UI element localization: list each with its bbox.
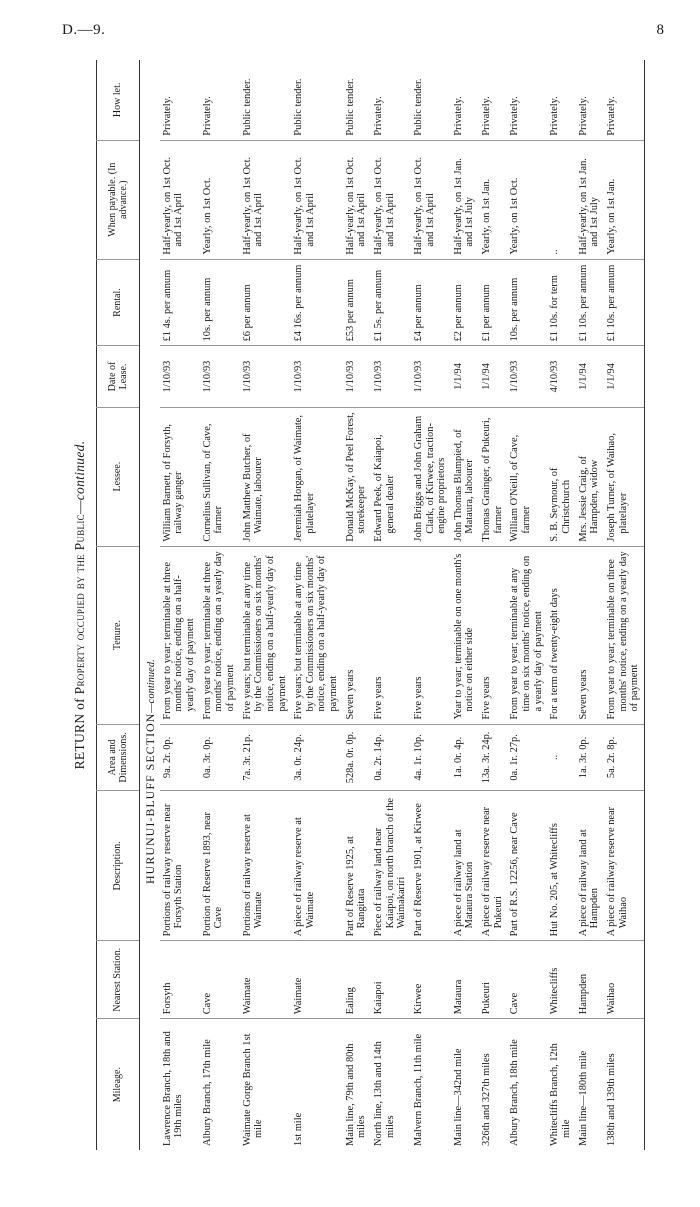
station-cell: Cave [200, 941, 240, 1019]
how-let-cell: Privately. [577, 96, 589, 136]
mileage-cell: 138th and 139th miles [604, 1019, 644, 1150]
area-cell: 0a. 2r. 14p. [371, 724, 411, 791]
rental-cell: £1 per annum [479, 259, 507, 346]
description-cell: Part of R.S. 12256, near Cave [507, 791, 547, 941]
mileage-cell: 326th and 327th miles [479, 1019, 507, 1150]
station-cell: Waimate [291, 941, 343, 1019]
table-row [160, 60, 200, 1150]
lessee-cell: John Matthew Butcher, of Waimate, labourer [240, 407, 292, 546]
col-header: Lessee. [97, 407, 140, 546]
date-cell: 1/10/93 [343, 346, 371, 407]
date-cell: 1/10/93 [240, 346, 292, 407]
area-cell: 13a. 3r. 24p. [479, 724, 507, 791]
how-let-cell: Privately. [481, 96, 493, 136]
tenure-cell: From year to year; terminable on three months' notice, ending on a yearly day of payment [604, 546, 644, 724]
area-cell: 1a. 3r. 0p. [576, 724, 604, 791]
lessee-cell: Cornelius Sullivan, of Cave, farmer [200, 407, 240, 546]
rental-cell: £1 5s. per annum [371, 259, 411, 346]
rental-cell: 10s. per annum [200, 259, 240, 346]
rotated-table-region [72, 60, 640, 1150]
table-row [576, 60, 604, 1150]
table-title: RETURN of Property occupied by the Public—continued. [72, 440, 87, 770]
table-row [291, 60, 343, 1150]
table-row [479, 60, 507, 1150]
section-cell [140, 60, 160, 1150]
payable-cell: Yearly, on 1st Jan. [479, 140, 507, 259]
tenure-cell: Five years [411, 546, 451, 724]
how-let-cell: Privately. [549, 96, 561, 136]
lessee-cell: William Barnett, of Forsyth, railway ganger [160, 407, 200, 546]
lessee-cell: Donald McKay, of Peel Forest, storekeeper [343, 407, 371, 546]
tenure-cell: Five years; but terminable at any time by the Commissioners on six months' notice, ending on a half-yearly day of payment [240, 546, 292, 724]
lessee-cell: Mrs. Jessie Craig, of Hampden, widow [576, 407, 604, 546]
col-header: Description. [97, 791, 140, 941]
station-cell: Waihao [604, 941, 644, 1019]
tenure-cell: Seven years [576, 546, 604, 724]
rental-cell: £4 16s. per annum [291, 259, 343, 346]
rental-cell: £53 per annum [343, 259, 371, 346]
station-cell: Kaiapoi [371, 941, 411, 1019]
date-cell: 1/10/93 [507, 346, 547, 407]
how-let-cell: Public tender. [344, 78, 356, 136]
rental-cell: 10s. per annum [507, 259, 547, 346]
mileage-cell: 1st mile [291, 1019, 343, 1150]
mileage-cell: Albury Branch, 18th mile [507, 1019, 547, 1150]
how-let-cell: Privately. [161, 96, 173, 136]
description-cell: Hut No. 205, at Whitecliffs [547, 791, 575, 941]
date-cell: 1/1/94 [451, 346, 479, 407]
document-id: D.—9. [62, 22, 106, 38]
property-table [96, 60, 645, 1150]
payable-cell: Half-yearly, on 1st Oct. and 1st April [291, 140, 343, 259]
area-cell: 4a. 1r. 10p. [411, 724, 451, 791]
mileage-cell: Main line—342nd mile [451, 1019, 479, 1150]
area-cell: 528a. 0r. 0p. [343, 724, 371, 791]
date-cell: 1/1/94 [604, 346, 644, 407]
date-cell: 1/10/93 [371, 346, 411, 407]
page-number: 8 [656, 22, 664, 38]
area-cell: 9a. 2r. 0p. [160, 724, 200, 791]
payable-cell: Yearly, on 1st Jan. [604, 140, 644, 259]
col-header: Tenure. [97, 546, 140, 724]
title-main: Property occupied by the Public [72, 514, 87, 695]
description-cell: Portions of railway reserve near Forsyth Station [160, 791, 200, 941]
tenure-cell: Year to year; terminable on one month's notice on either side [451, 546, 479, 724]
how-let-cell: Public tender. [412, 78, 424, 136]
date-cell: 1/10/93 [160, 346, 200, 407]
area-cell: 0a. 1r. 27p. [507, 724, 547, 791]
how-let-cell: Privately. [201, 96, 213, 136]
col-header: When payable. (In advance.) [97, 140, 140, 259]
lessee-cell: Jeremiah Horgan, of Waimate, platelayer [291, 407, 343, 546]
how-let-cell: Public tender. [293, 78, 305, 136]
tenure-cell: Five years [371, 546, 411, 724]
mileage-cell: Lawrence Branch, 18th and 19th miles [160, 1019, 200, 1150]
how-let-cell: Privately. [604, 60, 644, 140]
description-cell: Portion of Reserve 1893, near Cave [200, 791, 240, 941]
description-cell: A piece of railway land at Mataura Station [451, 791, 479, 941]
lessee-cell: S. B. Seymour, of Christchurch [547, 407, 575, 546]
mileage-cell: Whitecliffs Branch, 12th mile [547, 1019, 575, 1150]
payable-cell: .. [547, 140, 575, 259]
payable-cell: Half-yearly, on 1st Oct. and 1st April [240, 140, 292, 259]
description-cell: Piece of railway land near Kaiapoi, on north branch of the Waimakariri [371, 791, 411, 941]
col-header: How let. [97, 60, 140, 140]
station-cell: Forsyth [160, 941, 200, 1019]
col-header: Nearest Station. [97, 941, 140, 1019]
date-cell: 1/10/93 [411, 346, 451, 407]
col-header: Date of Lease. [97, 346, 140, 407]
station-cell: Hampden [576, 941, 604, 1019]
tenure-cell: From year to year; terminable at three months' notice, ending on a half-yearly day of payment [160, 546, 200, 724]
description-cell: A piece of railway reserve at Waimate [291, 791, 343, 941]
rental-cell: £4 per annum [411, 259, 451, 346]
area-cell: 5a. 2r. 8p. [604, 724, 644, 791]
mileage-cell: Waimate Gorge Branch 1st mile [240, 1019, 292, 1150]
date-cell: 1/1/94 [479, 346, 507, 407]
title-prefix: RETURN [72, 713, 87, 770]
how-let-cell: Public tender. [241, 78, 253, 136]
area-cell: .. [547, 724, 575, 791]
table-row [547, 60, 575, 1150]
mileage-cell: Main line—180th mile [576, 1019, 604, 1150]
mileage-cell: Albury Branch, 17th mile [200, 1019, 240, 1150]
tenure-cell: From year to year; terminable at any time on six months' notice, ending on a yearly day of payment [507, 546, 547, 724]
how-let-cell: Privately. [452, 96, 464, 136]
table-row [451, 60, 479, 1150]
area-cell: 1a. 0r. 4p. [451, 724, 479, 791]
table-row [371, 60, 411, 1150]
tenure-cell: From year to year; terminable at three months' notice, ending on a yearly day of payment [200, 546, 240, 724]
rental-cell: £1 10s. for term [547, 259, 575, 346]
description-cell: A piece of railway reserve near Waihao [604, 791, 644, 941]
lessee-cell: Thomas Grainger, of Pukeuri, farmer [479, 407, 507, 546]
description-cell: Portions of railway reserve at Waimate [240, 791, 292, 941]
station-cell: Kirwee [411, 941, 451, 1019]
lessee-cell: Edward Peek, of Kaiapoi, general dealer [371, 407, 411, 546]
table-row [411, 60, 451, 1150]
station-cell: Pukeuri [479, 941, 507, 1019]
description-cell: A piece of railway reserve near Pukeuri [479, 791, 507, 941]
col-header: Rental. [97, 259, 140, 346]
title-of: of [72, 698, 87, 710]
station-cell: Waimate [240, 941, 292, 1019]
tenure-cell: Five years [479, 546, 507, 724]
payable-cell: Yearly, on 1st Oct. [200, 140, 240, 259]
header-row [97, 60, 140, 1150]
table-row [343, 60, 371, 1150]
description-cell: Part of Reserve 1925, at Rangitata [343, 791, 371, 941]
payable-cell: Half-yearly, on 1st Oct. and 1st April [343, 140, 371, 259]
title-suffix: continued. [72, 440, 87, 501]
station-cell: Cave [507, 941, 547, 1019]
lessee-cell: John Briggs and John Graham Clark, of Kirwee, traction-engine proprietors [411, 407, 451, 546]
area-cell: 3a. 0r. 24p. [291, 724, 343, 791]
station-cell: Mataura [451, 941, 479, 1019]
description-cell: A piece of railway land at Hampden [576, 791, 604, 941]
tenure-cell: Seven years [343, 546, 371, 724]
lessee-cell: John Thomas Blampied, of Mataura, labourer [451, 407, 479, 546]
lessee-cell: William O'Neill, of Cave, farmer [507, 407, 547, 546]
table-body [140, 60, 645, 1150]
how-let-cell: Privately. [373, 96, 384, 136]
area-cell: 7a. 3r. 21p. [240, 724, 292, 791]
section-name: HURUNUI-BLUFF SECTION [143, 712, 157, 884]
payable-cell: Half-yearly, on 1st Jan. and 1st July [576, 140, 604, 259]
table-row [240, 60, 292, 1150]
date-cell: 1/1/94 [576, 346, 604, 407]
col-header: Mileage. [97, 1019, 140, 1150]
col-header: Area and Dimensions. [97, 724, 140, 791]
area-cell: 0a. 3r. 0p. [200, 724, 240, 791]
date-cell: 4/10/93 [547, 346, 575, 407]
payable-cell: Yearly, on 1st Oct. [507, 140, 547, 259]
table-row [507, 60, 547, 1150]
payable-cell: Half-yearly, on 1st Oct. and 1st April [160, 140, 200, 259]
payable-cell: Half-yearly, on 1st Oct. and 1st April [411, 140, 451, 259]
payable-cell: Half-yearly, on 1st Oct. and 1st April [371, 140, 411, 259]
mileage-cell: North line, 13th and 14th miles [371, 1019, 411, 1150]
table-row [200, 60, 240, 1150]
mileage-cell: Main line, 79th and 80th miles [343, 1019, 371, 1150]
lessee-cell: Joseph Turner, of Waihao, platelayer [604, 407, 644, 546]
rental-cell: £1 4s. per annum [160, 259, 200, 346]
station-cell: Ealing [343, 941, 371, 1019]
description-cell: Part of Reserve 1901, at Kirwee [411, 791, 451, 941]
section-row [140, 60, 160, 1150]
tenure-cell: Five years; but terminable at any time by the Commissioners on six months' notice, ending on a half-yearly day of payment [291, 546, 343, 724]
station-cell: Whitecliffs [547, 941, 575, 1019]
rental-cell: £1 10s. per annum [576, 259, 604, 346]
rental-cell: £1 10s. per annum [604, 259, 644, 346]
rental-cell: £6 per annum [240, 259, 292, 346]
mileage-cell: Malvern Branch, 11th mile [411, 1019, 451, 1150]
date-cell: 1/10/93 [291, 346, 343, 407]
table-row [604, 60, 644, 1150]
payable-cell: Half-yearly, on 1st Jan. and 1st July [451, 140, 479, 259]
date-cell: 1/10/93 [200, 346, 240, 407]
rental-cell: £2 per annum [451, 259, 479, 346]
tenure-cell: For a term of twenty-eight days [547, 546, 575, 724]
how-let-cell: Privately. [509, 96, 521, 136]
section-suffix: —continued. [146, 659, 157, 713]
